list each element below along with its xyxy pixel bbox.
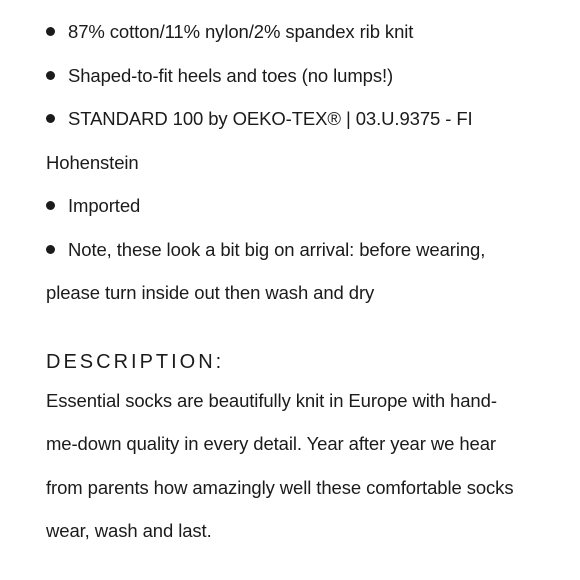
description-line: me-down quality in every detail. Year after year we hear — [46, 433, 496, 454]
list-item-line — [46, 97, 546, 141]
bullet-icon — [46, 245, 55, 254]
feature-text: 87% cotton/11% nylon/2% spandex rib knit — [68, 21, 414, 42]
list-item — [46, 97, 546, 184]
list-item — [46, 228, 546, 315]
description-line: from parents how amazingly well these comfortable socks — [46, 476, 514, 498]
list-item-line — [46, 54, 546, 98]
description-body — [46, 379, 546, 553]
bullet-icon — [46, 71, 55, 80]
description-line: wear, wash and last. — [46, 520, 212, 541]
feature-text-continued: Hohenstein — [46, 151, 139, 173]
list-item — [46, 10, 546, 54]
bullet-icon — [46, 201, 55, 210]
product-details — [46, 10, 546, 553]
description-heading: DESCRIPTION: — [46, 350, 225, 373]
feature-text: Shaped-to-fit heels and toes (no lumps!) — [68, 64, 394, 86]
feature-list — [46, 10, 546, 315]
feature-text: STANDARD 100 by OEKO-TEX® | 03.U.9375 - FI — [68, 108, 473, 129]
bullet-icon — [46, 27, 55, 36]
list-item-line — [46, 10, 546, 54]
list-item-line — [46, 184, 546, 228]
feature-text-continued: please turn inside out then wash and dry — [46, 282, 375, 303]
list-item — [46, 184, 546, 228]
feature-text: Note, these look a bit big on arrival: before wearing, — [68, 238, 486, 260]
feature-text: Imported — [68, 195, 141, 216]
list-item — [46, 54, 546, 98]
list-item-line — [46, 228, 546, 272]
bullet-icon — [46, 114, 55, 123]
description-line: Essential socks are beautifully knit in Europe with hand- — [46, 389, 497, 411]
